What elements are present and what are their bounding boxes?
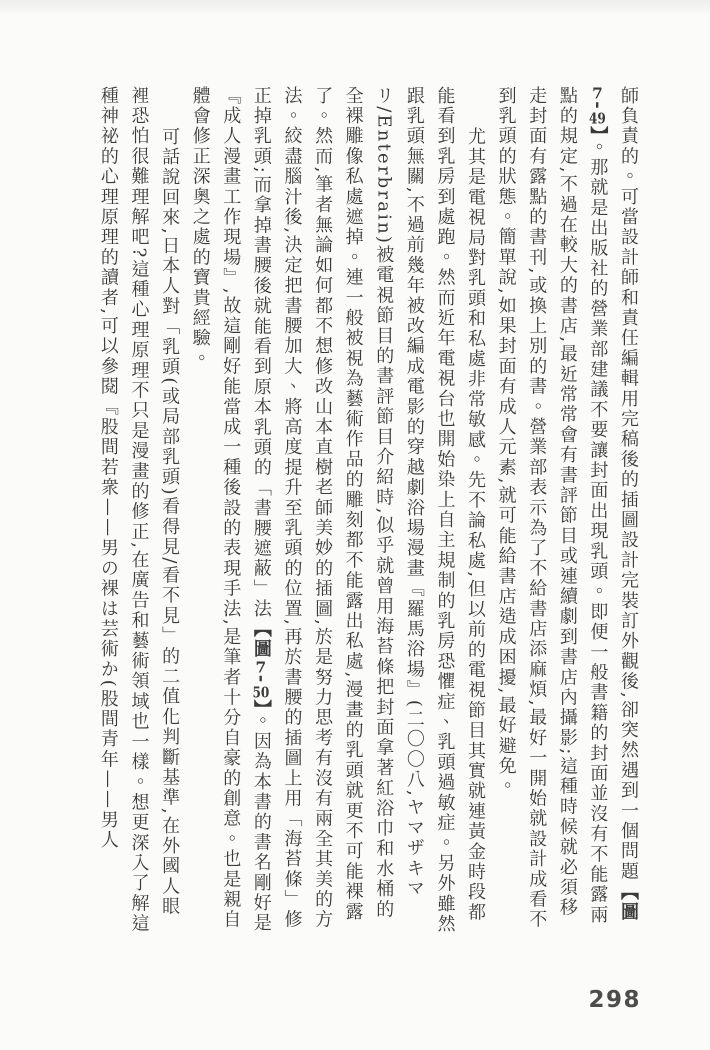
text-run: 可話說回來,日本人對「乳頭(或局部乳頭)看得見/看不見」的二值化判斷基準,在外國人眼裡恐怕很難理解吧?這種心理原理不只是漫畫的修正,在廣告和藝術領域也一樣。想更深入了解這種神祕的心理原理的讀者,可以參閱『股間若衆——男の裸は芸術か(股間青年——男人 (97, 86, 181, 934)
text-run: 。因為本書的書名剛好是『成人漫畫工作現場』,故這剛好能當成一種後設的表現手法,是筆者十分自豪的創意。也是親自體會修正深奧之處的寶貴經驗。 (189, 86, 272, 934)
page-number: 298 (588, 987, 641, 1013)
text-run: 師負責的。可當設計師和責任編輯用完稿後的插圖設計完裝訂外觀後,卻突然遇到一個問題 (618, 86, 639, 882)
text-run: 。那就是出版社的營業部建議不要讓封面出現乳頭。即便一般書籍的封面並沒有不能露兩點的規定,不過在較大的書店,最近常常會有書評節目或連續劇到書店內攝影;這種時候就必須移走封面有露點的書刊,或換上別的書。營業部表示為了不給書店添麻煩,最好一開始就設計成看不到乳頭的狀態。簡單說,如果封面有成人元素,就可能給書店造成困擾,最好避免。 (495, 86, 609, 931)
figure-reference: 【圖7-49】 (587, 86, 639, 923)
paragraph (184, 86, 490, 936)
figure-number: 7 (255, 659, 267, 676)
text-run: 尤其是電視局對乳頭和私處非常敏感。先不論私處,但以前的電視節目其實就連黃金時段都能看到乳房到處跑。然而近年電視台也開始染上自主規制的乳房恐懼症、乳頭過敏症。另外雖然跟乳頭無關,不過前幾年被改編成電影的穿越劇浴場漫畫『羅馬浴場』(二〇〇八,ヤマザキマリ/Enterbrain)被電視節目的書評節目介紹時,似乎就曾用海苔條把封面拿著紅浴巾和水桶的全裸雕像私處遮掉。連一般被視為藝術作品的雕刻都不能露出私處,漫畫的乳頭就更不可能裸露了。然而,筆者無論如何都不想修改山本直樹老師美妙的插圖,於是努力思考有沒有兩全其美的方法。絞盡腦汁後,決定把書腰加大、將高度提升至乳頭的位置,再於書腰的插圖上用「海苔條」修正掉乳頭;而拿掉書腰後就能看到原本乳頭的「書腰遮蔽」法 (250, 86, 487, 935)
figure-number: 7 (592, 86, 603, 102)
paragraph (490, 86, 643, 936)
paragraph (92, 86, 184, 936)
figure-number: 50 (252, 684, 270, 701)
figure-reference: 【圖7-50】 (250, 619, 272, 712)
figure-number: 49 (588, 110, 606, 127)
article-text-block (92, 86, 643, 936)
